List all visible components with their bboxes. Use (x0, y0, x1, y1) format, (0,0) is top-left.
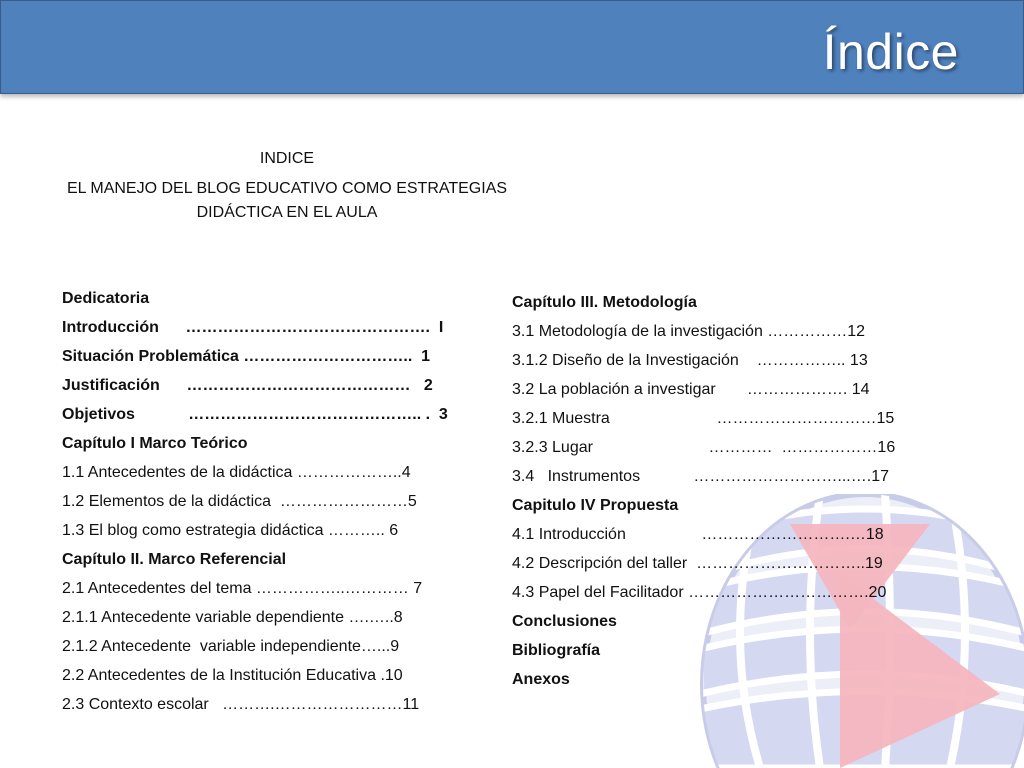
toc-entry: Objetivos …………………………………….. . 3 (62, 406, 448, 423)
toc-entry: 3.1 Metodología de la investigación ……………12 (512, 323, 866, 340)
document-title-line2: DIDÁCTICA EN EL AULA (196, 204, 378, 221)
toc-entry: 4.2 Descripción del taller …………………………..19 (512, 555, 883, 572)
toc-entry: 4.1 Introducción ……………………….…18 (512, 526, 884, 543)
toc-entry: 3.1.2 Diseño de la Investigación …………….. 13 (512, 352, 868, 369)
slide-title: Índice (822, 24, 959, 80)
toc-entry: 3.2 La población a investigar ………………. 14 (512, 381, 870, 398)
toc-chapter-heading: Capítulo I Marco Teórico (62, 435, 248, 452)
toc-chapter-heading: Capitulo IV Propuesta (512, 497, 679, 514)
toc-entry: Situación Problemática ………………………….. 1 (62, 348, 431, 365)
index-heading: INDICE (259, 150, 315, 167)
toc-entry: 2.1 Antecedentes del tema ……………..………… 7 (62, 580, 423, 597)
title-banner (0, 0, 1024, 94)
toc-entry: Bibliografía (512, 642, 601, 659)
toc-entry: 3.4 Instrumentos ………………………...….17 (512, 468, 889, 485)
toc-entry: 1.1 Antecedentes de la didáctica ………………..4 (62, 464, 411, 481)
toc-entry: 2.3 Contexto escolar ……….……………………11 (62, 696, 420, 713)
toc-entry: 2.2 Antecedentes de la Institución Educativa .10 (62, 667, 403, 684)
toc-entry: Dedicatoria (62, 290, 150, 307)
toc-entry: 3.2.3 Lugar ………… ………………16 (512, 439, 896, 456)
toc-entry: 3.2.1 Muestra …………………………15 (512, 410, 895, 427)
toc-right-column (512, 288, 895, 694)
toc-entry: Introducción ………………………………………. I (62, 319, 444, 336)
toc-entry: 1.3 El blog como estrategia didáctica ……….. 6 (62, 522, 399, 539)
toc-entry: 1.2 Elementos de la didáctica ……………………5 (62, 493, 417, 510)
toc-chapter-heading: Capítulo II. Marco Referencial (62, 551, 287, 568)
toc-entry: 2.1.1 Antecedente variable dependiente ….…..8 (62, 609, 403, 626)
toc-left-column (62, 284, 448, 719)
toc-entry: Conclusiones (512, 613, 617, 630)
toc-chapter-heading: Capítulo III. Metodología (512, 294, 697, 311)
toc-entry: Justificación …………………………………… 2 (62, 377, 433, 394)
toc-entry: 2.1.2 Antecedente variable independiente…...9 (62, 638, 400, 655)
toc-entry: 4.3 Papel del Facilitador …………………………….20 (512, 584, 887, 601)
document-title-line1: EL MANEJO DEL BLOG EDUCATIVO COMO ESTRATEGIAS (66, 180, 508, 197)
toc-entry: Anexos (512, 671, 570, 688)
